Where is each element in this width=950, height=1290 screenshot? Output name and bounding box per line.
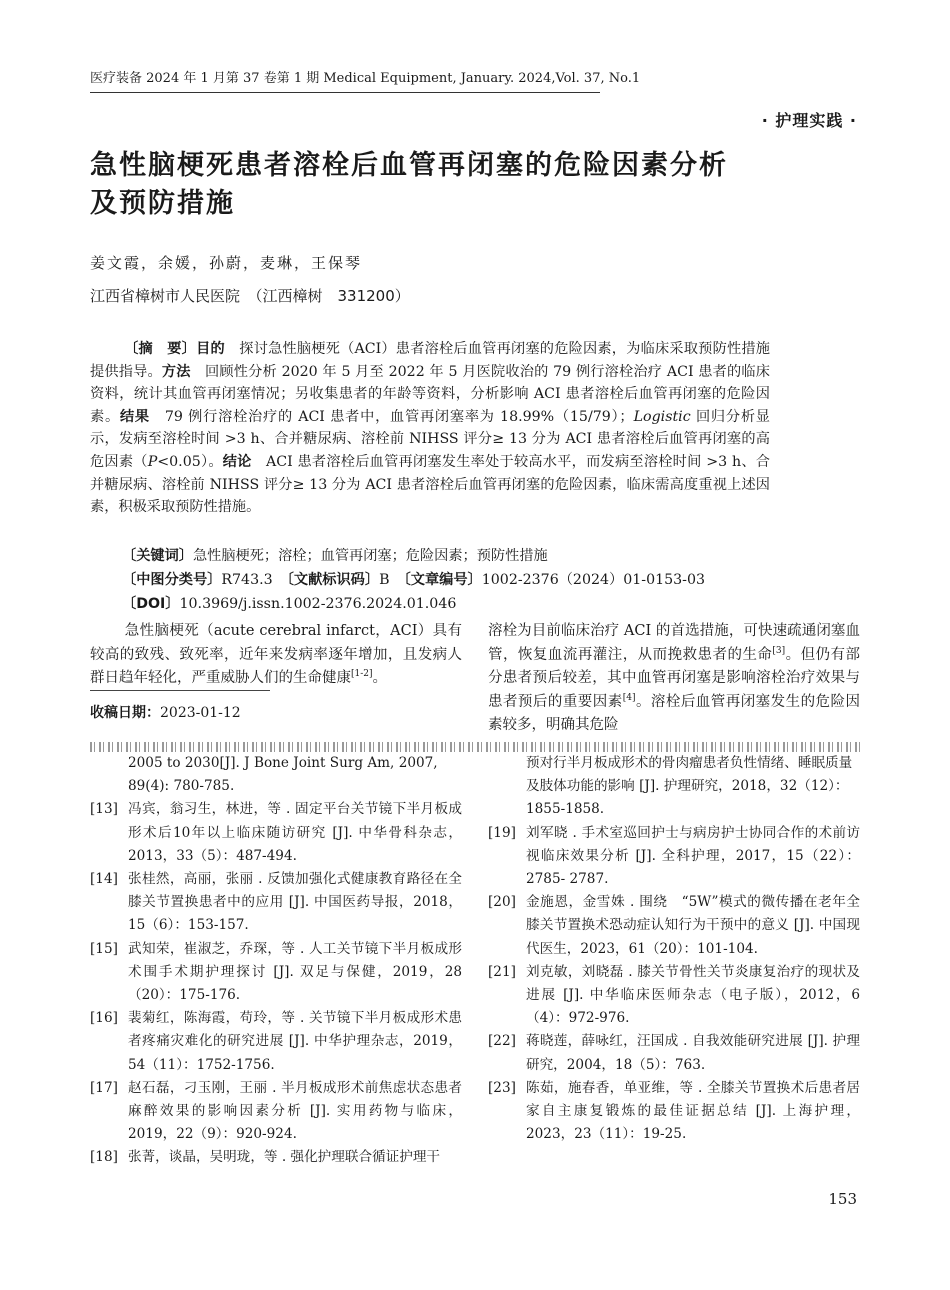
result-p: P: [147, 453, 158, 470]
reference-item: [90, 868, 462, 938]
received-label: 收稿日期：: [90, 705, 160, 721]
reference-text: 刘军晓 . 手术室巡回护士与病房护士协同合作的术前访视临床效果分析 [J]. 全科护理，2017，15（22）：2785- 2787.: [526, 824, 860, 888]
reference-number: [15]: [90, 940, 118, 957]
reference-text: 裴菊红，陈海霞，苟玲，等 . 关节镜下半月板成形术患者疼痛灾难化的研究进展 [J]. 中华护理杂志，2019，54（11）：1752-1756.: [128, 1010, 462, 1073]
section-tag: · 护理实践 ·: [761, 111, 857, 130]
body-column-right: [488, 620, 860, 738]
decorative-divider: [90, 742, 860, 752]
article-no-label: 〔文章编号〕: [403, 572, 482, 588]
body-right-text-1: 溶栓为目前临床治疗 ACI 的首选措施，可快速疏通闭塞血管，恢复血流再灌注，从而挽救患者的生命: [488, 623, 860, 663]
reference-text: 赵石磊，刁玉刚，王丽 . 半月板成形术前焦虑状态患者麻醉效果的影响因素分析 [J]. 实用药物与临床，2019，22（9）：920-924.: [128, 1079, 462, 1143]
doi: [122, 593, 456, 615]
reference-text: 武知荣，崔淑芝，乔琛，等 . 人工关节镜下半月板成形术围手术期护理探讨 [J]. 双足与保健，2019，28（20）：175-176.: [128, 940, 462, 1004]
reference-number: [17]: [90, 1079, 118, 1096]
authors: 姜文霞，余媛，孙蔚，麦琳，王保琴: [90, 254, 363, 272]
page-number: 153: [828, 1190, 857, 1208]
reference-text: 蒋晓莲，薛咏红，汪国成 . 自我效能研究进展 [J]. 护理研究，2004，18（5）：763.: [526, 1033, 860, 1073]
clc-value: R743.3: [221, 572, 273, 588]
doc-code-value: B: [379, 572, 390, 588]
reference-item: [488, 961, 860, 1031]
reference-text: 张菁，谈晶，吴明珑，等 . 强化护理联合循证护理干: [128, 1149, 441, 1166]
reference-text: 冯宾，翁习生，林进，等 . 固定平台关节镜下半月板成形术后10年以上临床随访研究 [J]. 中华骨科杂志，2013，33（5）：487-494.: [128, 801, 462, 864]
doc-code-label: 〔文献标识码〕: [286, 572, 380, 588]
references-left-column: [90, 752, 462, 1170]
reference-number: [14]: [90, 871, 118, 888]
body-left-end: 。: [372, 670, 388, 686]
reference-item: [488, 891, 860, 961]
citation: [4]: [622, 692, 636, 703]
reference-text: 陈茹，施春香，单亚维，等 . 全膝关节置换术后患者居家自主康复锻炼的最佳证据总结 [J]. 上海护理，2023，23（11）：19-25.: [526, 1079, 860, 1143]
received-date: [90, 702, 241, 722]
reference-number: [20]: [488, 894, 516, 911]
reference-number: [18]: [90, 1149, 118, 1166]
received-value: 2023-01-12: [160, 705, 241, 721]
reference-number: [13]: [90, 801, 118, 818]
doi-label: 〔DOI〕: [122, 596, 180, 612]
references-right-column: [488, 752, 860, 1146]
method-label: 方法: [161, 363, 191, 380]
clc-label: 〔中图分类号〕: [122, 572, 222, 588]
keywords-label: 〔关键词〕: [122, 548, 193, 564]
affiliation: 江西省樟树市人民医院 （江西樟树 331200）: [90, 287, 410, 305]
body-right-text-3: 。溶栓后血管再闭塞发生的危险因素较多，明确其危险: [488, 693, 860, 733]
result-text-c: <0.05）。: [157, 453, 223, 470]
article-no-value: 1002-2376（2024）01-0153-03: [481, 572, 706, 588]
abstract-label: 〔摘 要〕: [124, 341, 197, 357]
title-line-2: 及预防措施: [90, 188, 235, 219]
body-column-left: [90, 620, 462, 691]
reference-item: [488, 1077, 860, 1147]
citation: [1-2]: [351, 669, 373, 680]
reference-continuation: 预对行半月板成形术的骨肉瘤患者负性情绪、睡眠质量及肢体功能的影响 [J]. 护理研究，2018，32（12）：1855-1858.: [526, 755, 853, 818]
conclusion-label: 结论: [222, 453, 252, 470]
reference-item: [90, 1077, 462, 1147]
reference-text: 张桂然，高丽，张丽 . 反馈加强化式健康教育路径在全膝关节置换患者中的应用 [J]. 中国医药导报，2018，15（6）：153-157.: [128, 871, 462, 934]
reference-item: [488, 822, 860, 892]
reference-number: [23]: [488, 1079, 516, 1096]
reference-number: [21]: [488, 963, 516, 980]
result-text-a: 79 例行溶栓治疗的 ACI 患者中，血管再闭塞率为 18.99%（15/79）；: [164, 408, 634, 425]
citation: [3]: [772, 645, 786, 656]
result-logistic: Logistic: [633, 408, 691, 425]
conclusion-text: ACI 患者溶栓后血管再闭塞发生率处于较高水平，而发病至溶栓时间 >3 h、合并糖尿病、溶栓前 NIHSS 评分≥ 13 分为 ACI 患者溶栓后血管再闭塞的危险因素，临床需高度重视上述因素，积极采取预防性措施。: [90, 453, 770, 516]
reference-text: 刘克敏，刘晓磊 . 膝关节骨性关节炎康复治疗的现状及进展 [J]. 中华临床医师杂志（电子版），2012，6（4）：972-976.: [526, 963, 860, 1027]
body-left-text: 急性脑梗死（acute cerebral infarct，ACI）具有较高的致残、致死率，近年来发病率逐年增加，且发病人群日趋年轻化，严重威胁人们的生命健康: [90, 623, 462, 686]
reference-text: 金施恩，金雪姝 . 围绕 “5W”模式的微传播在老年全膝关节置换术恐动症认知行为干预中的意义 [J]. 中国现代医生，2023，61（20）：101-104.: [526, 894, 860, 957]
classification: [122, 569, 705, 591]
method-text: 回顾性分析 2020 年 5 月至 2022 年 5 月医院收治的 79 例行溶栓治疗 ACI 患者的临床资料，统计其血管再闭塞情况；另收集患者的年龄等资料，分析影响 ACI 患者溶栓后血管再闭塞的危险因素。: [90, 363, 770, 425]
reference-number: [19]: [488, 824, 516, 841]
footnote-rule: [90, 690, 270, 691]
reference-continuation: 2005 to 2030[J]. J Bone Joint Surg Am, 2007, 89(4): 780-785.: [128, 755, 438, 795]
reference-item: [90, 798, 462, 868]
abstract: [90, 338, 770, 519]
reference-item: [90, 938, 462, 1008]
reference-item: [90, 1007, 462, 1077]
purpose-text: 探讨急性脑梗死（ACI）患者溶栓后血管再闭塞的危险因素，为临床采取预防性措施提供指导。: [90, 341, 770, 380]
reference-number: [22]: [488, 1033, 516, 1050]
keywords: [122, 545, 548, 567]
body-right-text-2: 。但仍有部分患者预后较差，其中血管再闭塞是影响溶栓治疗效果与患者预后的重要因素: [488, 646, 860, 710]
journal-header: 医疗装备 2024 年 1 月第 37 卷第 1 期 Medical Equipment, January. 2024,Vol. 37, No.1: [90, 70, 600, 93]
article-title: [90, 147, 790, 223]
reference-number: [16]: [90, 1010, 118, 1027]
reference-item: [90, 1146, 462, 1169]
result-text-b: 回归分析显示，发病至溶栓时间 >3 h、合并糖尿病、溶栓前 NIHSS 评分≥ 13 分为 ACI 患者溶栓后血管再闭塞的高危因素（: [90, 408, 770, 470]
purpose-label: 目的: [196, 341, 225, 357]
reference-item: [488, 1030, 860, 1076]
keywords-text: 急性脑梗死；溶栓；血管再闭塞；危险因素；预防性措施: [192, 548, 548, 564]
doi-value: 10.3969/j.issn.1002-2376.2024.01.046: [179, 596, 457, 612]
result-label: 结果: [119, 408, 150, 425]
title-line-1: 急性脑梗死患者溶栓后血管再闭塞的危险因素分析: [90, 150, 728, 181]
